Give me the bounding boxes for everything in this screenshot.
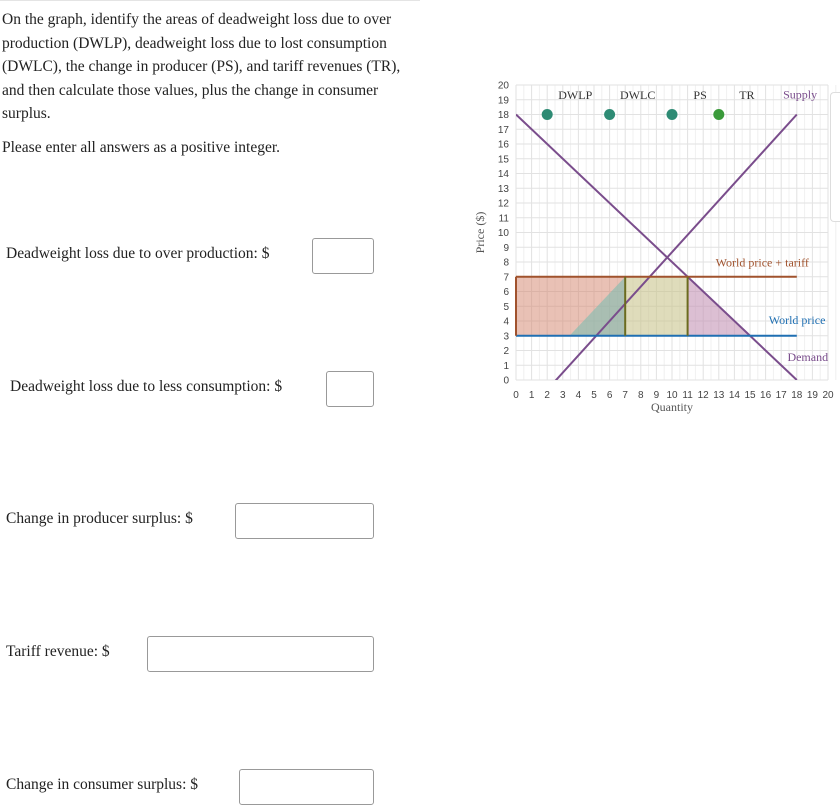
palette-label-ps: PS xyxy=(693,88,707,103)
y-tick-label: 12 xyxy=(497,198,509,210)
palette-point-tr xyxy=(713,109,724,120)
y-tick-label: 7 xyxy=(503,272,509,284)
x-axis-label: Quantity xyxy=(651,400,693,414)
y-tick-label: 0 xyxy=(503,375,509,387)
side-panel-tab[interactable] xyxy=(830,92,840,222)
top-divider xyxy=(0,0,420,1)
answer-label-dwlp: Deadweight loss due to over production: $ xyxy=(6,245,270,262)
producer-surplus-input[interactable] xyxy=(235,503,374,539)
x-tick-label: 0 xyxy=(513,390,519,401)
x-tick-label: 13 xyxy=(713,390,725,401)
x-tick-label: 19 xyxy=(806,390,818,401)
y-tick-label: 10 xyxy=(497,228,509,239)
tariff-revenue-input[interactable] xyxy=(147,636,374,672)
x-tick-label: 11 xyxy=(682,390,693,401)
y-tick-label: 20 xyxy=(497,80,509,92)
y-tick-label: 15 xyxy=(497,154,509,166)
x-tick-label: 20 xyxy=(822,390,834,401)
series-label-supply: Supply xyxy=(783,87,818,102)
y-tick-label: 6 xyxy=(503,287,509,298)
y-tick-label: 1 xyxy=(503,360,509,372)
y-tick-label: 4 xyxy=(503,316,509,328)
x-tick-label: 15 xyxy=(744,390,756,401)
answer-row-dwlc xyxy=(10,378,282,396)
y-tick-label: 3 xyxy=(503,331,509,343)
question-text xyxy=(2,8,412,169)
palette-point-ps xyxy=(667,109,678,120)
y-tick-label: 8 xyxy=(503,257,509,269)
x-tick-label: 10 xyxy=(666,390,678,401)
x-tick-label: 1 xyxy=(528,390,535,401)
y-tick-label: 5 xyxy=(503,301,509,313)
x-tick-label: 3 xyxy=(560,390,566,401)
palette-point-dwlc xyxy=(604,109,615,120)
answer-row-dwlp xyxy=(6,245,269,263)
answer-row-ps xyxy=(6,510,193,528)
palette-label-dwlc: DWLC xyxy=(620,88,656,103)
x-tick-label: 6 xyxy=(606,390,613,401)
answer-row-tr xyxy=(6,643,110,661)
consumer-surplus-input[interactable] xyxy=(239,769,374,805)
x-tick-label: 14 xyxy=(728,390,740,401)
y-tick-label: 11 xyxy=(498,213,509,225)
y-tick-label: 18 xyxy=(497,110,509,121)
y-tick-label: 13 xyxy=(497,183,509,195)
tariff-graph xyxy=(458,70,840,420)
palette-label-tr: TR xyxy=(739,88,755,103)
answer-label-cs: Change in consumer surplus: $ xyxy=(6,776,199,793)
series-label-demand: Demand xyxy=(787,349,829,364)
dwlc-input[interactable] xyxy=(326,371,374,407)
answer-row-cs xyxy=(6,776,198,794)
x-tick-label: 8 xyxy=(638,390,644,401)
shaded-region-2 xyxy=(625,277,687,336)
x-tick-label: 12 xyxy=(697,390,709,401)
series-label-world-price-tariff: World price + tariff xyxy=(715,255,809,270)
x-tick-label: 17 xyxy=(775,390,787,401)
x-tick-label: 18 xyxy=(791,390,803,401)
y-tick-label: 2 xyxy=(503,346,509,357)
y-tick-label: 9 xyxy=(503,242,509,254)
answer-label-tr: Tariff revenue: $ xyxy=(6,643,110,660)
x-tick-label: 4 xyxy=(575,390,582,401)
x-tick-label: 2 xyxy=(544,390,550,401)
palette-label-dwlp: DWLP xyxy=(558,88,593,103)
x-tick-label: 16 xyxy=(760,390,772,401)
answer-label-ps: Change in producer surplus: $ xyxy=(6,510,193,527)
question-paragraph: On the graph, identify the areas of deadweight loss due to over production (DWLP), deadweight loss due to lost consumption (DWLC), the change in producer (PS), and tariff revenues (TR), and then calculate those values, plus the change in consumer surplus. xyxy=(2,11,401,122)
y-tick-label: 16 xyxy=(497,139,509,151)
y-axis-label: Price ($) xyxy=(473,211,487,254)
answer-label-dwlc: Deadweight loss due to less consumption: $ xyxy=(10,378,283,395)
y-tick-label: 17 xyxy=(497,124,509,136)
y-tick-label: 19 xyxy=(497,95,509,107)
x-tick-label: 7 xyxy=(622,390,628,401)
dwlp-input[interactable] xyxy=(312,238,374,274)
series-label-world-price: World price xyxy=(768,312,826,327)
instruction-paragraph: Please enter all answers as a positive integer. xyxy=(2,138,281,156)
x-tick-label: 5 xyxy=(591,390,597,401)
x-tick-label: 9 xyxy=(653,390,660,401)
palette-point-dwlp xyxy=(542,109,553,120)
y-tick-label: 14 xyxy=(497,169,509,180)
